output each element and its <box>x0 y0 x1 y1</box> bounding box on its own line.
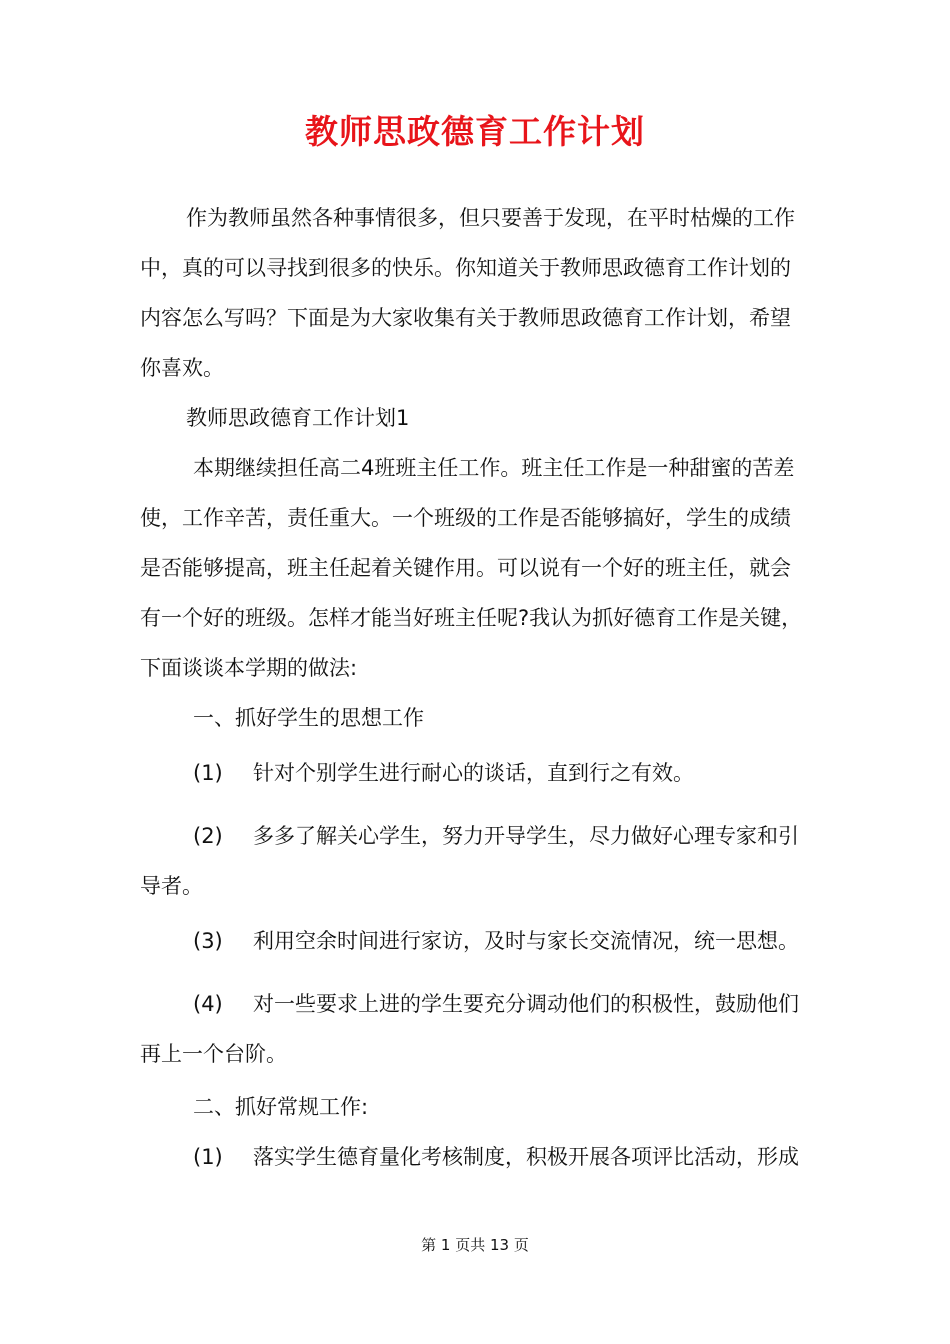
list-item-number: (1) <box>193 761 223 785</box>
para1-line-1: 本期继续担任高二4班班主任工作。班主任工作是一种甜蜜的苦差 <box>193 456 795 480</box>
list-item-text: 对一些要求上进的学生要充分调动他们的积极性，鼓励他们 <box>253 992 799 1016</box>
list-item-number: (4) <box>193 992 223 1016</box>
list-item-text: 多多了解关心学生，努力开导学生，尽力做好心理专家和引 <box>253 824 799 848</box>
list-item-number: (1) <box>193 1145 223 1169</box>
list-item-text: 针对个别学生进行耐心的谈话，直到行之有效。 <box>253 761 694 785</box>
intro-line-2: 中，真的可以寻找到很多的快乐。你知道关于教师思政德育工作计划的 <box>140 256 791 280</box>
para1-line-4: 有一个好的班级。怎样才能当好班主任呢?我认为抓好德育工作是关键， <box>140 606 803 630</box>
document-title: 教师思政德育工作计划 <box>305 112 645 151</box>
para1-line-2: 使，工作辛苦，责任重大。一个班级的工作是否能够搞好，学生的成绩 <box>140 506 791 530</box>
list-item <box>193 926 883 956</box>
list-item-number: (2) <box>193 824 223 848</box>
section-heading: 教师思政德育工作计划1 <box>186 406 410 430</box>
list-item-number: (3) <box>193 929 223 953</box>
list-item-continuation: 再上一个台阶。 <box>140 1042 287 1066</box>
para1-line-5: 下面谈谈本学期的做法: <box>140 656 358 680</box>
part2-heading: 二、抓好常规工作: <box>193 1095 369 1119</box>
list-item-text: 落实学生德育量化考核制度，积极开展各项评比活动，形成 <box>253 1145 799 1169</box>
intro-line-4: 你喜欢。 <box>140 356 224 380</box>
list-item <box>193 1142 883 1172</box>
list-item <box>193 758 883 788</box>
page-footer: 第 1 页共 13 页 <box>421 1236 529 1254</box>
intro-line-1: 作为教师虽然各种事情很多，但只要善于发现，在平时枯燥的工作 <box>186 206 795 230</box>
list-item-text: 利用空余时间进行家访，及时与家长交流情况，统一思想。 <box>253 929 799 953</box>
list-item-continuation: 导者。 <box>140 874 203 898</box>
list-item <box>193 821 883 851</box>
para1-line-3: 是否能够提高，班主任起着关键作用。可以说有一个好的班主任，就会 <box>140 556 791 580</box>
list-item <box>193 989 883 1019</box>
intro-line-3: 内容怎么写吗？下面是为大家收集有关于教师思政德育工作计划，希望 <box>140 306 791 330</box>
part1-heading: 一、抓好学生的思想工作 <box>193 706 424 730</box>
